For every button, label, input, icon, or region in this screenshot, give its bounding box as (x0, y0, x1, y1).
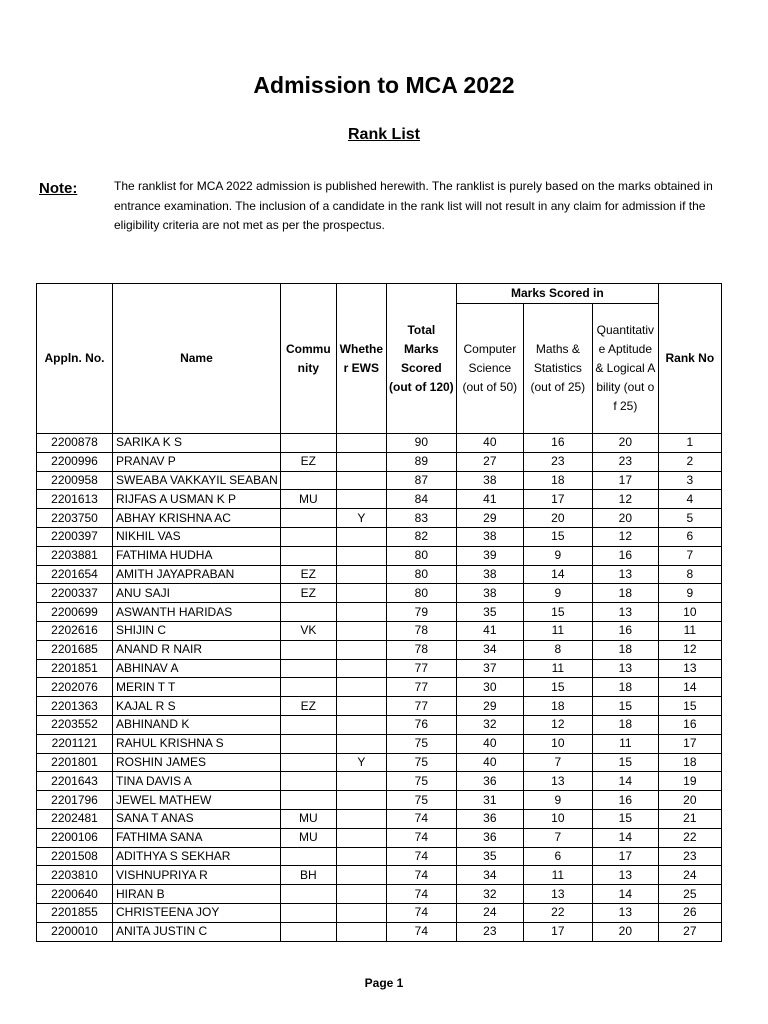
cell-ews (336, 527, 386, 546)
cell-maths: 9 (523, 584, 592, 603)
cell-quantitative: 20 (592, 434, 658, 453)
cell-rank: 26 (658, 903, 721, 922)
cell-appl-no: 2200958 (37, 471, 113, 490)
cell-community: VK (280, 621, 336, 640)
table-row (37, 509, 722, 528)
cell-computer-science: 36 (456, 772, 523, 791)
cell-appl-no: 2200397 (37, 527, 113, 546)
cell-appl-no: 2201508 (37, 847, 113, 866)
cell-quantitative: 13 (592, 659, 658, 678)
table-row (37, 452, 722, 471)
cell-community (280, 659, 336, 678)
cell-community: EZ (280, 452, 336, 471)
cell-community (280, 885, 336, 904)
cell-ews (336, 922, 386, 941)
table-row (37, 603, 722, 622)
cell-appl-no: 2200640 (37, 885, 113, 904)
cell-total-marks: 74 (386, 828, 456, 847)
cell-maths: 15 (523, 527, 592, 546)
table-row (37, 697, 722, 716)
cell-ews (336, 603, 386, 622)
cell-name: ADITHYA S SEKHAR (113, 847, 281, 866)
cell-total-marks: 87 (386, 471, 456, 490)
cell-computer-science: 23 (456, 922, 523, 941)
cell-computer-science: 35 (456, 603, 523, 622)
note-label: Note: (39, 180, 78, 197)
cell-appl-no: 2202481 (37, 809, 113, 828)
table-row (37, 434, 722, 453)
cell-quantitative: 16 (592, 621, 658, 640)
cell-total-marks: 74 (386, 847, 456, 866)
cell-computer-science: 24 (456, 903, 523, 922)
cell-community (280, 527, 336, 546)
cell-total-marks: 83 (386, 509, 456, 528)
cell-total-marks: 75 (386, 772, 456, 791)
table-row (37, 565, 722, 584)
cell-ews (336, 546, 386, 565)
cell-maths: 16 (523, 434, 592, 453)
cell-appl-no: 2201851 (37, 659, 113, 678)
cell-ews (336, 734, 386, 753)
cell-computer-science: 30 (456, 678, 523, 697)
cell-appl-no: 2201121 (37, 734, 113, 753)
cell-maths: 7 (523, 828, 592, 847)
cell-total-marks: 80 (386, 584, 456, 603)
cell-quantitative: 20 (592, 509, 658, 528)
page-title: Admission to MCA 2022 (253, 72, 515, 98)
cell-ews (336, 490, 386, 509)
cell-computer-science: 38 (456, 471, 523, 490)
cell-computer-science: 38 (456, 584, 523, 603)
cell-computer-science: 38 (456, 527, 523, 546)
cell-quantitative: 18 (592, 640, 658, 659)
cell-name: KAJAL R S (113, 697, 281, 716)
cell-quantitative: 18 (592, 584, 658, 603)
cell-name: TINA DAVIS A (113, 772, 281, 791)
cell-maths: 11 (523, 621, 592, 640)
cell-appl-no: 2203881 (37, 546, 113, 565)
cell-community (280, 922, 336, 941)
cell-community (280, 715, 336, 734)
cell-name: AMITH JAYAPRABAN (113, 565, 281, 584)
cell-maths: 8 (523, 640, 592, 659)
cell-quantitative: 11 (592, 734, 658, 753)
cell-maths: 13 (523, 885, 592, 904)
cell-appl-no: 2203810 (37, 866, 113, 885)
cell-rank: 19 (658, 772, 721, 791)
cell-computer-science: 34 (456, 866, 523, 885)
cell-rank: 24 (658, 866, 721, 885)
cell-rank: 20 (658, 791, 721, 810)
cell-computer-science: 31 (456, 791, 523, 810)
cell-maths: 15 (523, 603, 592, 622)
table-row (37, 471, 722, 490)
cell-rank: 14 (658, 678, 721, 697)
cell-appl-no: 2200996 (37, 452, 113, 471)
cell-ews (336, 659, 386, 678)
table-row (37, 621, 722, 640)
cell-ews (336, 903, 386, 922)
cell-rank: 13 (658, 659, 721, 678)
cell-rank: 15 (658, 697, 721, 716)
cell-quantitative: 18 (592, 678, 658, 697)
cell-total-marks: 79 (386, 603, 456, 622)
cell-appl-no: 2202616 (37, 621, 113, 640)
cell-name: FATHIMA HUDHA (113, 546, 281, 565)
cell-community: EZ (280, 584, 336, 603)
cell-rank: 8 (658, 565, 721, 584)
header-rank: Rank No (658, 284, 721, 434)
cell-total-marks: 78 (386, 640, 456, 659)
cell-name: SWEABA VAKKAYIL SEABAN (113, 471, 281, 490)
table-row (37, 584, 722, 603)
cell-name: ANITA JUSTIN C (113, 922, 281, 941)
cell-rank: 6 (658, 527, 721, 546)
cell-name: PRANAV P (113, 452, 281, 471)
cell-total-marks: 75 (386, 753, 456, 772)
cell-maths: 6 (523, 847, 592, 866)
cell-community: MU (280, 490, 336, 509)
table-row (37, 527, 722, 546)
cell-appl-no: 2201855 (37, 903, 113, 922)
cell-rank: 25 (658, 885, 721, 904)
cell-computer-science: 29 (456, 697, 523, 716)
cell-computer-science: 27 (456, 452, 523, 471)
cell-computer-science: 29 (456, 509, 523, 528)
cell-quantitative: 17 (592, 847, 658, 866)
cell-rank: 18 (658, 753, 721, 772)
cell-computer-science: 40 (456, 753, 523, 772)
cell-community: BH (280, 866, 336, 885)
cell-maths: 11 (523, 866, 592, 885)
cell-ews (336, 715, 386, 734)
header-ews: Whether EWS (336, 284, 386, 434)
cell-name: ROSHIN JAMES (113, 753, 281, 772)
cell-total-marks: 77 (386, 678, 456, 697)
table-row (37, 791, 722, 810)
cell-rank: 7 (658, 546, 721, 565)
header-name: Name (113, 284, 281, 434)
cell-ews (336, 885, 386, 904)
cell-total-marks: 80 (386, 546, 456, 565)
cell-community (280, 753, 336, 772)
cell-quantitative: 17 (592, 471, 658, 490)
cell-community (280, 772, 336, 791)
cell-appl-no: 2201654 (37, 565, 113, 584)
cell-rank: 27 (658, 922, 721, 941)
cell-maths: 18 (523, 697, 592, 716)
cell-quantitative: 12 (592, 527, 658, 546)
cell-ews (336, 866, 386, 885)
cell-appl-no: 2201685 (37, 640, 113, 659)
cell-rank: 9 (658, 584, 721, 603)
cell-total-marks: 77 (386, 659, 456, 678)
cell-rank: 11 (658, 621, 721, 640)
cell-community (280, 903, 336, 922)
cell-computer-science: 41 (456, 621, 523, 640)
cell-name: ANAND R NAIR (113, 640, 281, 659)
cell-community (280, 603, 336, 622)
table-row (37, 753, 722, 772)
table-row (37, 678, 722, 697)
cell-rank: 5 (658, 509, 721, 528)
cell-community: MU (280, 809, 336, 828)
cell-appl-no: 2200010 (37, 922, 113, 941)
cell-maths: 20 (523, 509, 592, 528)
cell-quantitative: 20 (592, 922, 658, 941)
cell-community (280, 678, 336, 697)
cell-rank: 1 (658, 434, 721, 453)
cell-computer-science: 36 (456, 828, 523, 847)
cell-computer-science: 36 (456, 809, 523, 828)
cell-name: ANU SAJI (113, 584, 281, 603)
cell-name: FATHIMA SANA (113, 828, 281, 847)
header-maths: Maths & Statistics (out of 25) (523, 304, 592, 434)
cell-computer-science: 40 (456, 734, 523, 753)
table-row (37, 809, 722, 828)
cell-quantitative: 16 (592, 546, 658, 565)
cell-ews (336, 697, 386, 716)
cell-appl-no: 2201796 (37, 791, 113, 810)
cell-maths: 11 (523, 659, 592, 678)
table-row (37, 490, 722, 509)
cell-ews: Y (336, 509, 386, 528)
cell-maths: 13 (523, 772, 592, 791)
cell-quantitative: 12 (592, 490, 658, 509)
cell-appl-no: 2202076 (37, 678, 113, 697)
cell-name: ABHINAV A (113, 659, 281, 678)
table-row (37, 640, 722, 659)
table-row (37, 659, 722, 678)
cell-computer-science: 41 (456, 490, 523, 509)
cell-total-marks: 75 (386, 791, 456, 810)
cell-quantitative: 13 (592, 903, 658, 922)
rank-list-table (36, 283, 722, 942)
cell-ews (336, 584, 386, 603)
cell-maths: 9 (523, 546, 592, 565)
cell-maths: 7 (523, 753, 592, 772)
cell-maths: 14 (523, 565, 592, 584)
cell-community (280, 791, 336, 810)
cell-ews (336, 847, 386, 866)
cell-community: EZ (280, 697, 336, 716)
cell-maths: 10 (523, 809, 592, 828)
cell-quantitative: 16 (592, 791, 658, 810)
cell-total-marks: 75 (386, 734, 456, 753)
cell-total-marks: 74 (386, 866, 456, 885)
cell-community: MU (280, 828, 336, 847)
cell-rank: 2 (658, 452, 721, 471)
cell-appl-no: 2200878 (37, 434, 113, 453)
cell-ews (336, 565, 386, 584)
cell-ews (336, 772, 386, 791)
cell-total-marks: 82 (386, 527, 456, 546)
cell-rank: 16 (658, 715, 721, 734)
header-community: Community (280, 284, 336, 434)
cell-community (280, 546, 336, 565)
table-row (37, 772, 722, 791)
cell-name: ABHINAND K (113, 715, 281, 734)
cell-rank: 12 (658, 640, 721, 659)
cell-computer-science: 35 (456, 847, 523, 866)
cell-quantitative: 15 (592, 697, 658, 716)
cell-quantitative: 13 (592, 866, 658, 885)
cell-appl-no: 2203750 (37, 509, 113, 528)
table-row (37, 903, 722, 922)
cell-computer-science: 39 (456, 546, 523, 565)
cell-maths: 23 (523, 452, 592, 471)
cell-computer-science: 34 (456, 640, 523, 659)
cell-maths: 18 (523, 471, 592, 490)
cell-name: JEWEL MATHEW (113, 791, 281, 810)
cell-name: VISHNUPRIYA R (113, 866, 281, 885)
cell-rank: 4 (658, 490, 721, 509)
cell-appl-no: 2201801 (37, 753, 113, 772)
cell-appl-no: 2200106 (37, 828, 113, 847)
cell-total-marks: 74 (386, 885, 456, 904)
cell-quantitative: 14 (592, 885, 658, 904)
cell-total-marks: 90 (386, 434, 456, 453)
header-quantitative: Quantitative Aptitude & Logical Ability (out of 25) (592, 304, 658, 434)
cell-computer-science: 32 (456, 885, 523, 904)
cell-computer-science: 32 (456, 715, 523, 734)
table-row (37, 546, 722, 565)
table-row (37, 828, 722, 847)
table-row (37, 734, 722, 753)
cell-name: ASWANTH HARIDAS (113, 603, 281, 622)
cell-total-marks: 74 (386, 922, 456, 941)
cell-name: SANA T ANAS (113, 809, 281, 828)
cell-total-marks: 78 (386, 621, 456, 640)
table-row (37, 866, 722, 885)
cell-maths: 9 (523, 791, 592, 810)
cell-quantitative: 18 (592, 715, 658, 734)
table-row (37, 715, 722, 734)
cell-ews (336, 471, 386, 490)
cell-rank: 17 (658, 734, 721, 753)
cell-appl-no: 2201613 (37, 490, 113, 509)
cell-maths: 17 (523, 922, 592, 941)
cell-rank: 23 (658, 847, 721, 866)
table-body (37, 434, 722, 942)
cell-appl-no: 2201363 (37, 697, 113, 716)
cell-name: MERIN T T (113, 678, 281, 697)
cell-community (280, 734, 336, 753)
cell-name: NIKHIL VAS (113, 527, 281, 546)
cell-ews (336, 621, 386, 640)
cell-maths: 10 (523, 734, 592, 753)
cell-appl-no: 2200699 (37, 603, 113, 622)
cell-computer-science: 40 (456, 434, 523, 453)
cell-computer-science: 37 (456, 659, 523, 678)
cell-ews (336, 791, 386, 810)
note-text: The ranklist for MCA 2022 admission is published herewith. The ranklist is purely based on the marks obtained in entrance examination. The inclusion of a candidate in the rank list will not result in any claim for admission if the eligibility criteria are not met as per the prospectus. (114, 179, 713, 232)
cell-appl-no: 2201643 (37, 772, 113, 791)
cell-ews (336, 640, 386, 659)
cell-name: ABHAY KRISHNA AC (113, 509, 281, 528)
cell-name: SARIKA K S (113, 434, 281, 453)
cell-total-marks: 84 (386, 490, 456, 509)
cell-rank: 10 (658, 603, 721, 622)
cell-ews (336, 828, 386, 847)
cell-name: RAHUL KRISHNA S (113, 734, 281, 753)
header-total-marks: Total Marks Scored (out of 120) (386, 284, 456, 434)
cell-quantitative: 13 (592, 565, 658, 584)
cell-maths: 15 (523, 678, 592, 697)
cell-community (280, 434, 336, 453)
header-marks-group: Marks Scored in (456, 284, 658, 304)
page-subtitle: Rank List (347, 126, 420, 143)
table-row (37, 922, 722, 941)
cell-appl-no: 2200337 (37, 584, 113, 603)
cell-total-marks: 77 (386, 697, 456, 716)
cell-appl-no: 2203552 (37, 715, 113, 734)
table-row (37, 847, 722, 866)
cell-community (280, 640, 336, 659)
cell-quantitative: 15 (592, 809, 658, 828)
cell-quantitative: 23 (592, 452, 658, 471)
cell-name: CHRISTEENA JOY (113, 903, 281, 922)
cell-quantitative: 14 (592, 772, 658, 791)
cell-quantitative: 14 (592, 828, 658, 847)
cell-computer-science: 38 (456, 565, 523, 584)
cell-ews (336, 452, 386, 471)
cell-community (280, 509, 336, 528)
cell-maths: 22 (523, 903, 592, 922)
cell-ews (336, 678, 386, 697)
cell-maths: 12 (523, 715, 592, 734)
cell-total-marks: 89 (386, 452, 456, 471)
cell-total-marks: 74 (386, 809, 456, 828)
cell-name: RIJFAS A USMAN K P (113, 490, 281, 509)
table-row (37, 885, 722, 904)
cell-total-marks: 80 (386, 565, 456, 584)
cell-ews (336, 434, 386, 453)
cell-total-marks: 74 (386, 903, 456, 922)
cell-rank: 21 (658, 809, 721, 828)
cell-community (280, 471, 336, 490)
header-appl-no: Appln. No. (37, 284, 113, 434)
cell-name: SHIJIN C (113, 621, 281, 640)
cell-community (280, 847, 336, 866)
cell-ews (336, 809, 386, 828)
cell-total-marks: 76 (386, 715, 456, 734)
cell-rank: 3 (658, 471, 721, 490)
cell-ews: Y (336, 753, 386, 772)
cell-maths: 17 (523, 490, 592, 509)
header-computer-science: Computer Science (out of 50) (456, 304, 523, 434)
page-number: Page 1 (364, 976, 404, 990)
cell-quantitative: 15 (592, 753, 658, 772)
cell-quantitative: 13 (592, 603, 658, 622)
cell-rank: 22 (658, 828, 721, 847)
cell-community: EZ (280, 565, 336, 584)
cell-name: HIRAN B (113, 885, 281, 904)
